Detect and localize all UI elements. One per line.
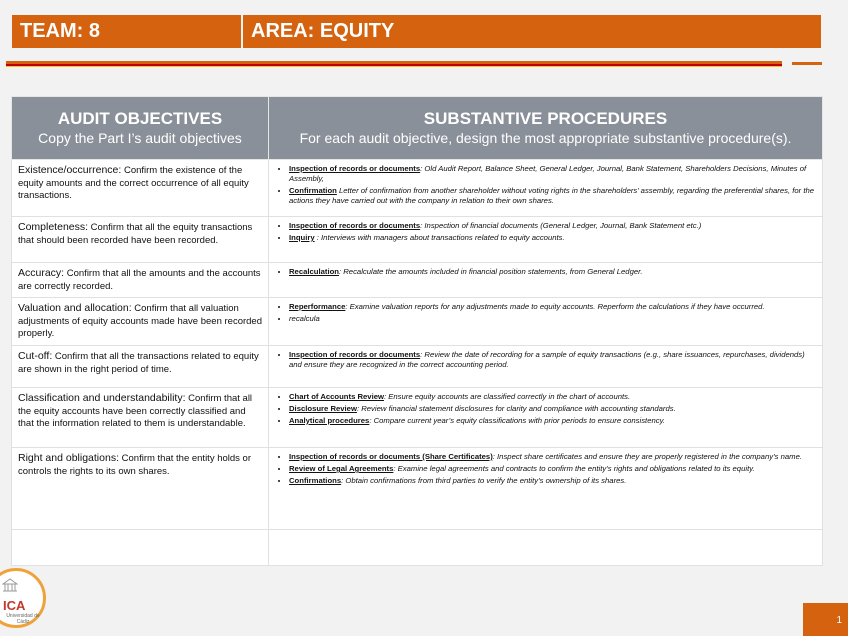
empty-row xyxy=(12,530,823,566)
table-row xyxy=(12,160,823,217)
procedure-label: Inquiry xyxy=(289,233,315,242)
objective-description: Confirm the existence of the equity amounts and the correct occurrence of all equity transactions. xyxy=(18,165,249,201)
table-row xyxy=(12,388,823,448)
procedure-label: Confirmations xyxy=(289,476,342,485)
audit-objectives-title: AUDIT OBJECTIVES xyxy=(57,109,223,128)
building-icon xyxy=(2,578,18,592)
procedure-text: : Inspection of financial documents (General Ledger, Journal, Bank Statement etc.) xyxy=(420,221,702,230)
objective-description: Confirm that all the transactions related to equity are shown in the right period of time. xyxy=(18,351,259,375)
procedure-item xyxy=(289,416,816,426)
objective-description: Confirm that all the amounts and the accounts are correctly recorded. xyxy=(18,268,261,292)
procedure-item xyxy=(289,186,816,206)
objective-description: Confirm that all the equity accounts have been correctly classified and that the information related to them is understandable. xyxy=(18,393,253,429)
objective-description: Confirm that all the equity transactions that should been recorded have been recorded. xyxy=(18,222,253,246)
procedure-label: Confirmation xyxy=(289,186,337,195)
procedure-item xyxy=(289,233,816,243)
empty-cell xyxy=(12,530,269,566)
table-header-row xyxy=(12,97,823,160)
procedure-label: Disclosure Review xyxy=(289,404,357,413)
procedure-cell xyxy=(269,263,823,298)
procedure-text: recalcula xyxy=(289,314,320,323)
procedure-item xyxy=(289,314,816,324)
procedure-text: : Compare current year’s equity classifications with prior periods to ensure consistency. xyxy=(369,416,665,425)
page-number: 1 xyxy=(803,603,848,636)
procedure-item xyxy=(289,302,816,312)
objective-name: Valuation and allocation: xyxy=(18,302,132,314)
procedure-cell xyxy=(269,217,823,263)
procedure-item xyxy=(289,267,816,277)
objective-description: Confirm that all valuation adjustments of equity accounts made have been recorded properly. xyxy=(18,303,262,339)
objective-name: Existence/occurrence: xyxy=(18,164,122,176)
substantive-procedures-subtitle: For each audit objective, design the most appropriate substantive procedure(s). xyxy=(299,130,792,146)
procedure-item xyxy=(289,404,816,414)
table-row xyxy=(12,448,823,530)
audit-objective-cell xyxy=(12,298,269,346)
procedure-list xyxy=(275,221,816,243)
substantive-procedures-title: SUBSTANTIVE PROCEDURES xyxy=(423,109,668,128)
procedure-item xyxy=(289,221,816,231)
logo-subtitle: Universidad de Cádiz xyxy=(6,613,40,625)
procedure-text: : Inspect share certificates and ensure they are properly registered in the company’s name. xyxy=(492,452,802,461)
objective-name: Cut-off: xyxy=(18,350,53,362)
procedure-label: Inspection of records or documents (Share Certificates) xyxy=(289,452,493,461)
procedure-text: : Interviews with managers about transactions related to equity accounts. xyxy=(314,233,565,242)
procedure-text: Letter of confirmation from another shareholder without voting rights in the shareholders’ assembly, regarding the preferential shares, for the actions they have carried out with the company in relation to their own shares. xyxy=(289,186,815,205)
logo-text: ICA xyxy=(3,598,26,613)
procedure-item xyxy=(289,164,816,184)
procedure-label: Inspection of records or documents xyxy=(289,221,421,230)
procedure-label: Inspection of records or documents xyxy=(289,164,421,173)
objective-description: Confirm that the entity holds or controls the rights to its own shares. xyxy=(18,453,252,477)
divider-line-yellow xyxy=(6,66,782,67)
procedure-text: : Ensure equity accounts are classified correctly in the chart of accounts. xyxy=(383,392,631,401)
audit-table xyxy=(11,96,823,566)
procedure-label: Analytical procedures xyxy=(289,416,370,425)
audit-objective-cell xyxy=(12,160,269,217)
procedure-text: : Review financial statement disclosures for clarity and compliance with accounting standards. xyxy=(356,404,676,413)
procedure-cell xyxy=(269,388,823,448)
audit-objectives-header xyxy=(12,97,269,160)
audit-objective-cell xyxy=(12,346,269,388)
procedure-cell xyxy=(269,448,823,530)
procedure-item xyxy=(289,452,816,462)
procedure-list xyxy=(275,267,816,277)
procedure-cell xyxy=(269,346,823,388)
divider-line-tail xyxy=(792,62,822,65)
audit-objective-cell xyxy=(12,448,269,530)
procedure-label: Inspection of records or documents xyxy=(289,350,421,359)
procedure-label: Recalculation xyxy=(289,267,339,276)
audit-objectives-subtitle: Copy the Part I’s audit objectives xyxy=(38,130,242,146)
procedure-text: : Old Audit Report, Balance Sheet, General Ledger, Journal, Bank Statement, Shareholders Decisions, Minutes of Assembly, xyxy=(289,164,807,183)
objective-name: Completeness: xyxy=(18,221,89,233)
team-label: TEAM: 8 xyxy=(12,15,241,48)
objective-name: Right and obligations: xyxy=(18,452,119,464)
substantive-procedures-header xyxy=(269,97,823,160)
procedure-text: : Recalculate the amounts included in financial position statements, from General Ledger. xyxy=(338,267,643,276)
procedure-item xyxy=(289,392,816,402)
procedure-text: : Review the date of recording for a sample of equity transactions (e.g., share issuances, repurchases, dividends) and ensure they are recognized in the correct accounting period. xyxy=(289,350,805,369)
procedure-item xyxy=(289,464,816,474)
procedure-text: : Examine valuation reports for any adjustments made to equity accounts. Reperform the calculations if they have occurred. xyxy=(345,302,765,311)
procedure-list xyxy=(275,302,816,324)
objective-name: Accuracy: xyxy=(18,267,65,279)
audit-objective-cell xyxy=(12,388,269,448)
procedure-label: Reperformance xyxy=(289,302,346,311)
procedure-text: : Examine legal agreements and contracts to confirm the entity’s rights and obligations related to its equity. xyxy=(393,464,755,473)
procedure-cell xyxy=(269,298,823,346)
empty-cell xyxy=(269,530,823,566)
table-row xyxy=(12,217,823,263)
objective-name: Classification and understandability: xyxy=(18,392,186,404)
procedure-item xyxy=(289,350,816,370)
procedure-item xyxy=(289,476,816,486)
procedure-list xyxy=(275,452,816,486)
audit-objective-cell xyxy=(12,217,269,263)
procedure-label: Review of Legal Agreements xyxy=(289,464,394,473)
procedure-list xyxy=(275,350,816,370)
procedure-label: Chart of Accounts Review xyxy=(289,392,384,401)
table-row xyxy=(12,298,823,346)
table-row xyxy=(12,346,823,388)
audit-objective-cell xyxy=(12,263,269,298)
procedure-text: : Obtain confirmations from third parties to verify the entity’s ownership of its shares. xyxy=(341,476,627,485)
procedure-list xyxy=(275,164,816,206)
procedure-list xyxy=(275,392,816,426)
table-row xyxy=(12,263,823,298)
procedure-cell xyxy=(269,160,823,217)
area-label: AREA: EQUITY xyxy=(243,15,821,48)
